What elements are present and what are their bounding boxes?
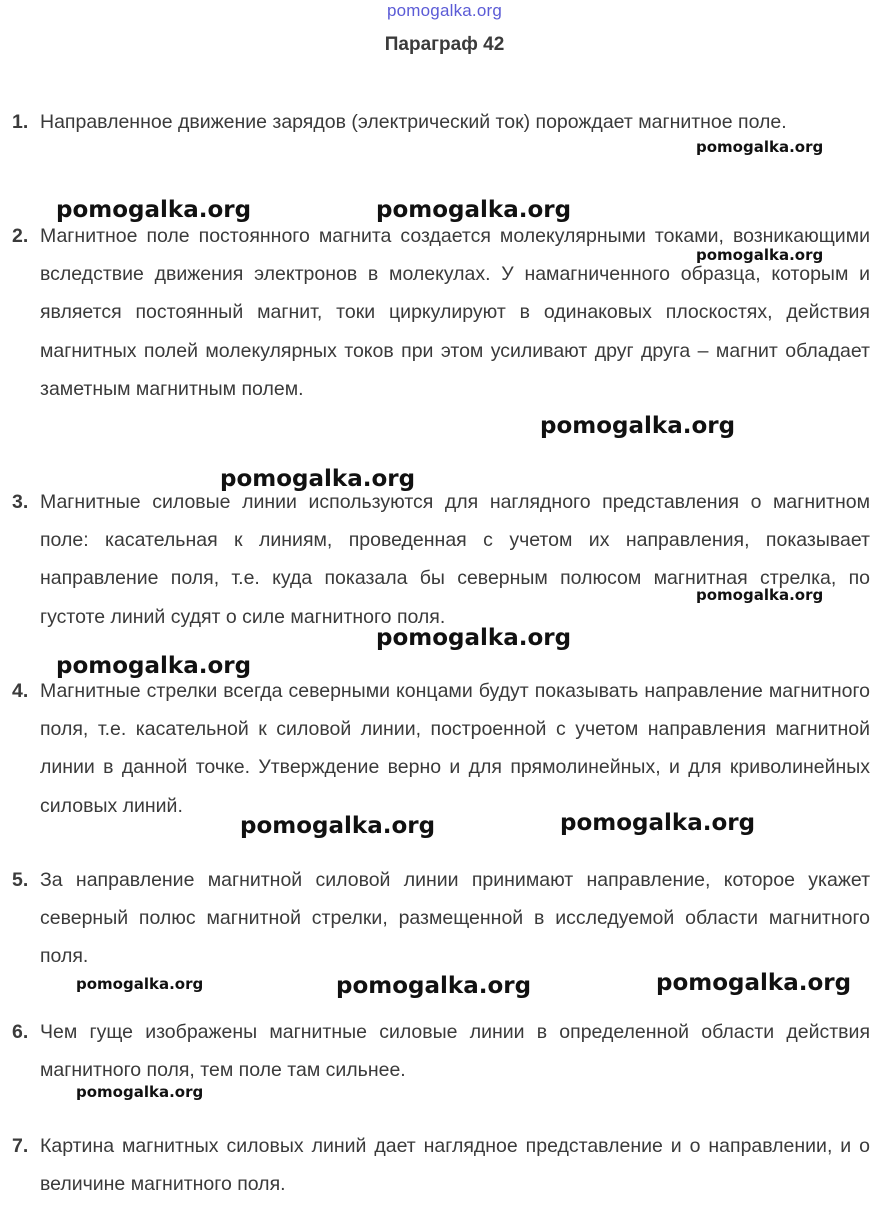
site-link[interactable]: pomogalka.org <box>386 1 503 20</box>
item-text: Картина магнитных силовых линий дает наглядное представление и о направлении, и о величине магнитного поля. <box>40 1135 870 1196</box>
item-text: Магнитные силовые линии используются для наглядного представления о магнитном поле: касательная к линиям, проведенная с учетом их направления, показывает направление поля, т.е. куда показала бы северным полюсом магнитная стрелка, по густоте линий судят о силе магнитного поля. <box>40 491 870 628</box>
watermark: pomogalka.org <box>696 138 824 156</box>
item-text: За направление магнитной силовой линии принимают направление, которое укажет северный полюс магнитной стрелки, размещенной в исследуемой области магнитного поля. <box>40 869 870 968</box>
watermark: pomogalka.org <box>696 246 824 264</box>
watermark: pomogalka.org <box>220 466 416 492</box>
watermark: pomogalka.org <box>76 1083 204 1101</box>
watermark: pomogalka.org <box>56 197 252 223</box>
watermark: pomogalka.org <box>76 975 204 993</box>
watermark: pomogalka.org <box>560 810 756 836</box>
item-number: 7. <box>12 1135 29 1157</box>
list-item <box>12 483 870 636</box>
item-number: 4. <box>12 680 29 702</box>
page-title: Параграф 42 <box>384 34 505 55</box>
list-item <box>12 1127 870 1203</box>
watermark: pomogalka.org <box>696 586 824 604</box>
list-item <box>12 861 870 976</box>
item-number: 1. <box>12 111 29 133</box>
item-number: 5. <box>12 869 29 891</box>
item-number: 2. <box>12 225 29 247</box>
item-text: Чем гуще изображены магнитные силовые линии в определенной области действия магнитного поля, тем поле там сильнее. <box>40 1021 870 1082</box>
watermark: pomogalka.org <box>540 413 736 439</box>
item-number: 6. <box>12 1021 29 1043</box>
list-item <box>12 1013 870 1089</box>
watermark: pomogalka.org <box>336 973 532 999</box>
list-item <box>12 103 870 141</box>
item-text: Магнитные стрелки всегда северными концами будут показывать направление магнитного поля, т.е. касательной к силовой линии, построенной с учетом направления магнитной линии в данной точке. Утверждение верно и для прямолинейных, и для криволинейных силовых линий. <box>40 680 870 817</box>
item-text: Магнитное поле постоянного магнита создается молекулярными токами, возникающими вследствие движения электронов в молекулах. У намагниченного образца, которым и является постоянный магнит, токи циркулируют в одинаковых плоскостях, действия магнитных полей молекулярных токов при этом усиливают друг друга – магнит обладает заметным магнитным полем. <box>40 225 870 400</box>
list-item <box>12 672 870 825</box>
watermark: pomogalka.org <box>240 813 436 839</box>
watermark: pomogalka.org <box>56 653 252 679</box>
item-text: Направленное движение зарядов (электрический ток) порождает магнитное поле. <box>40 111 787 133</box>
watermark: pomogalka.org <box>376 625 572 651</box>
item-number: 3. <box>12 491 29 513</box>
watermark: pomogalka.org <box>656 970 852 996</box>
watermark: pomogalka.org <box>376 197 572 223</box>
